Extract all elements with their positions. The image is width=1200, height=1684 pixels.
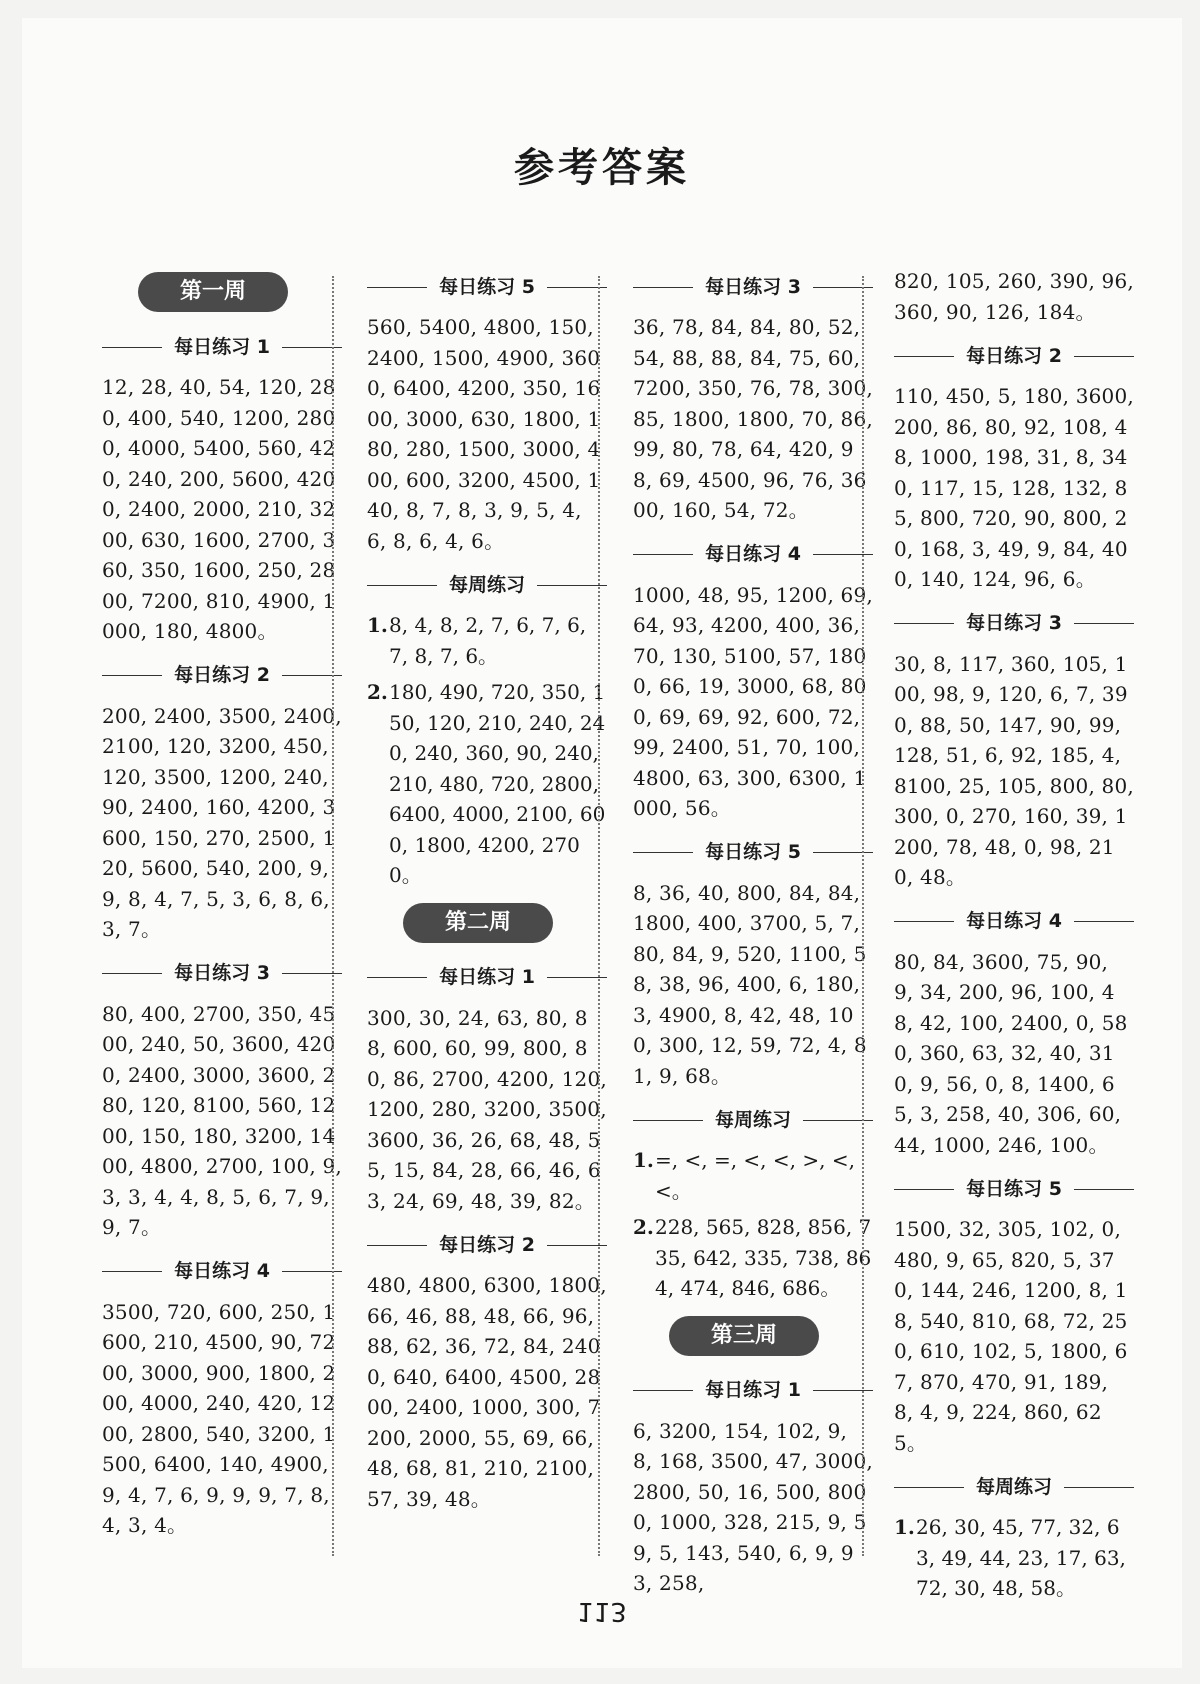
answer-values: 6, 3200, 154, 102, 9, 8, 168, 3500, 47, 3000, 2800, 50, 16, 500, 8000, 1000, 328, 215, 9, 59, 5, 143, 540, 6, 9, 93, 258, (633, 1418, 873, 1595)
week-heading: 第一周 (138, 272, 288, 312)
section-label: 每日练习 3 (966, 612, 1062, 635)
section-label: 每日练习 2 (174, 664, 270, 687)
section-label: 每周练习 (976, 1475, 1053, 1498)
heading-rule (102, 347, 162, 348)
item-text: =, <, =, <, <, >, <, <。 (655, 1148, 855, 1203)
answer-values: 820, 105, 260, 390, 96, 360, 90, 126, 184。 (894, 269, 1134, 324)
section-heading (102, 332, 342, 362)
heading-rule (1074, 1189, 1134, 1190)
answer-values: 12, 28, 40, 54, 120, 280, 400, 540, 1200, 2800, 4000, 5400, 560, 420, 240, 200, 5600, 4200, 2400, 2000, 210, 3200, 630, 1600, 2700, 360, 350, 1600, 250, 2800, 7200, 810, 4900, 1000, 180, 4800。 (102, 375, 336, 643)
heading-rule (1074, 921, 1134, 922)
section-label: 每日练习 3 (174, 962, 270, 985)
answer-page (22, 18, 1182, 1668)
answer-values: 80, 400, 2700, 350, 4500, 240, 50, 3600, 4200, 2400, 3000, 3600, 280, 120, 8100, 560, 1200, 150, 180, 3200, 1400, 4800, 2700, 100, 9, 3, 3, 4, 4, 8, 5, 6, 7, 9, 9, 7。 (102, 1001, 342, 1239)
heading-rule (633, 852, 693, 853)
section-heading (894, 609, 1134, 639)
section-label: 每日练习 4 (966, 910, 1062, 933)
answer-values: 8, 36, 40, 800, 84, 84, 1800, 400, 3700, 5, 7, 80, 84, 9, 520, 1100, 58, 38, 96, 400, 6, 180, 3, 4900, 8, 42, 48, 100, 300, 12, 59, 72, 4, 81, 9, 68。 (633, 880, 867, 1088)
section-label: 每周练习 (715, 1108, 792, 1131)
section-heading (102, 1257, 342, 1287)
answer-values: 200, 2400, 3500, 2400, 2100, 120, 3200, 450, 120, 3500, 1200, 240, 90, 2400, 160, 4200, 3600, 150, 270, 2500, 120, 5600, 540, 200, 9, 9, 8, 4, 7, 5, 3, 6, 8, 6, 3, 7。 (102, 703, 342, 941)
section-heading (894, 1472, 1134, 1502)
numbered-answer (894, 1512, 1134, 1604)
section-heading (367, 1230, 607, 1260)
answer-values: 480, 4800, 6300, 1800, 66, 46, 88, 48, 66, 96, 88, 62, 36, 72, 84, 2400, 640, 6400, 4500, 2800, 2400, 1000, 300, 7200, 2000, 55, 69, 66, 48, 68, 81, 210, 2100, 57, 39, 48。 (367, 1273, 607, 1511)
heading-rule (102, 675, 162, 676)
numbered-answer (633, 1145, 873, 1206)
section-label: 每日练习 1 (174, 335, 270, 358)
answer-values: 36, 78, 84, 84, 80, 52, 54, 88, 88, 84, 75, 60, 7200, 350, 76, 78, 300, 85, 1800, 1800, 70, 86, 99, 80, 78, 64, 420, 98, 69, 4500, 96, 76, 3600, 160, 54, 72。 (633, 315, 873, 522)
item-number: 1. (367, 613, 388, 637)
section-heading (633, 838, 873, 868)
section-heading (367, 272, 607, 302)
section-label: 每日练习 2 (966, 344, 1062, 367)
section-heading (367, 570, 607, 600)
heading-rule (1074, 356, 1134, 357)
section-heading (633, 272, 873, 302)
item-number: 2. (367, 680, 388, 704)
item-number: 1. (894, 1515, 915, 1539)
item-text: 8, 4, 8, 2, 7, 6, 7, 6, 7, 8, 7, 6。 (389, 613, 587, 668)
numbered-answer (633, 1212, 873, 1304)
heading-rule (633, 1390, 693, 1391)
section-label: 每日练习 5 (705, 841, 801, 864)
column-divider (598, 276, 600, 1556)
heading-rule (367, 287, 427, 288)
heading-rule (633, 1120, 703, 1121)
heading-rule (1064, 1487, 1134, 1488)
section-heading (102, 959, 342, 989)
heading-rule (367, 1245, 427, 1246)
column-1 (102, 266, 342, 1555)
page-number: 113 (577, 1596, 627, 1626)
answer-values: 80, 84, 3600, 75, 90, 9, 34, 200, 96, 100, 48, 42, 100, 2400, 0, 580, 360, 63, 32, 40, 310, 9, 56, 0, 8, 1400, 65, 3, 258, 40, 306, 60, 44, 1000, 246, 100。 (894, 949, 1128, 1157)
heading-rule (102, 973, 162, 974)
heading-rule (367, 585, 437, 586)
section-label: 每日练习 5 (439, 275, 535, 298)
column-2 (367, 266, 607, 1528)
answer-values: 110, 450, 5, 180, 3600, 200, 86, 80, 92, 108, 48, 1000, 198, 31, 8, 340, 117, 15, 128, 132, 85, 800, 720, 90, 800, 20, 168, 3, 49, 9, 84, 400, 140, 124, 96, 6。 (894, 384, 1134, 591)
numbered-answer (367, 610, 607, 671)
column-divider (332, 276, 334, 1556)
section-label: 每日练习 1 (705, 1379, 801, 1402)
heading-rule (894, 356, 954, 357)
section-label: 每周练习 (449, 573, 526, 596)
section-heading (894, 907, 1134, 937)
heading-rule (633, 554, 693, 555)
answer-values: 560, 5400, 4800, 150, 2400, 1500, 4900, 3600, 6400, 4200, 350, 1600, 3000, 630, 1800, 180, 280, 1500, 3000, 400, 600, 3200, 4500, 140, 8, 7, 8, 3, 9, 5, 4, 6, 8, 6, 4, 6。 (367, 315, 601, 553)
item-text: 180, 490, 720, 350, 150, 120, 210, 240, 240, 240, 360, 90, 240, 210, 480, 720, 2800, 6400, 4000, 2100, 600, 1800, 4200, 2700。 (389, 680, 606, 887)
week-heading: 第二周 (403, 903, 553, 943)
section-label: 每日练习 4 (174, 1260, 270, 1283)
heading-rule (537, 585, 607, 586)
heading-rule (1074, 623, 1134, 624)
column-3 (633, 266, 873, 1613)
answer-values: 300, 30, 24, 63, 80, 88, 600, 60, 99, 800, 80, 86, 2700, 4200, 120, 1200, 280, 3200, 3500, 3600, 36, 26, 68, 48, 55, 15, 84, 28, 66, 46, 63, 24, 69, 48, 39, 82。 (367, 1005, 607, 1213)
page-title: 参考答案 (514, 145, 690, 191)
heading-rule (894, 623, 954, 624)
section-heading (102, 661, 342, 691)
item-number: 1. (633, 1148, 654, 1172)
heading-rule (367, 977, 427, 978)
section-heading (633, 1376, 873, 1406)
heading-rule (633, 287, 693, 288)
week-heading: 第三周 (669, 1316, 819, 1356)
item-text: 26, 30, 45, 77, 32, 63, 49, 44, 23, 17, 63, 72, 30, 48, 58。 (916, 1515, 1126, 1600)
answer-values: 1500, 32, 305, 102, 0, 480, 9, 65, 820, 5, 370, 144, 246, 1200, 8, 18, 540, 810, 68, 72, 250, 610, 102, 5, 1800, 67, 870, 470, 91, 189, 8, 4, 9, 224, 860, 625。 (894, 1217, 1128, 1455)
section-label: 每日练习 5 (966, 1177, 1062, 1200)
section-label: 每日练习 1 (439, 966, 535, 989)
heading-rule (894, 1189, 954, 1190)
section-heading (894, 341, 1134, 371)
section-label: 每日练习 4 (705, 543, 801, 566)
heading-rule (102, 1271, 162, 1272)
section-label: 每日练习 2 (439, 1233, 535, 1256)
section-heading (633, 1105, 873, 1135)
heading-rule (894, 1487, 964, 1488)
section-heading (367, 963, 607, 993)
numbered-answer (367, 677, 607, 891)
answer-values: 30, 8, 117, 360, 105, 100, 98, 9, 120, 6, 7, 390, 88, 50, 147, 90, 99, 128, 51, 6, 92, 185, 4, 8100, 25, 105, 800, 80, 300, 0, 270, 160, 39, 1200, 78, 48, 0, 98, 210, 48。 (894, 651, 1134, 889)
answer-values: 3500, 720, 600, 250, 1600, 210, 4500, 90, 7200, 3000, 900, 1800, 200, 4000, 240, 420, 1200, 2800, 540, 3200, 1500, 6400, 140, 4900, 9, 4, 7, 6, 9, 9, 9, 7, 8, 4, 3, 4。 (102, 1299, 336, 1537)
answer-values: 1000, 48, 95, 1200, 69, 64, 93, 4200, 400, 36, 70, 130, 5100, 57, 1800, 66, 19, 3000, 68, 800, 69, 69, 92, 600, 72, 99, 2400, 51, 70, 100, 4800, 63, 300, 6300, 1000, 56。 (633, 582, 873, 820)
section-heading (894, 1174, 1134, 1204)
column-4 (894, 266, 1134, 1610)
item-text: 228, 565, 828, 856, 735, 642, 335, 738, 864, 474, 846, 686。 (655, 1215, 872, 1300)
column-divider (862, 276, 864, 1556)
section-label: 每日练习 3 (705, 275, 801, 298)
heading-rule (894, 921, 954, 922)
item-number: 2. (633, 1215, 654, 1239)
section-heading (633, 540, 873, 570)
